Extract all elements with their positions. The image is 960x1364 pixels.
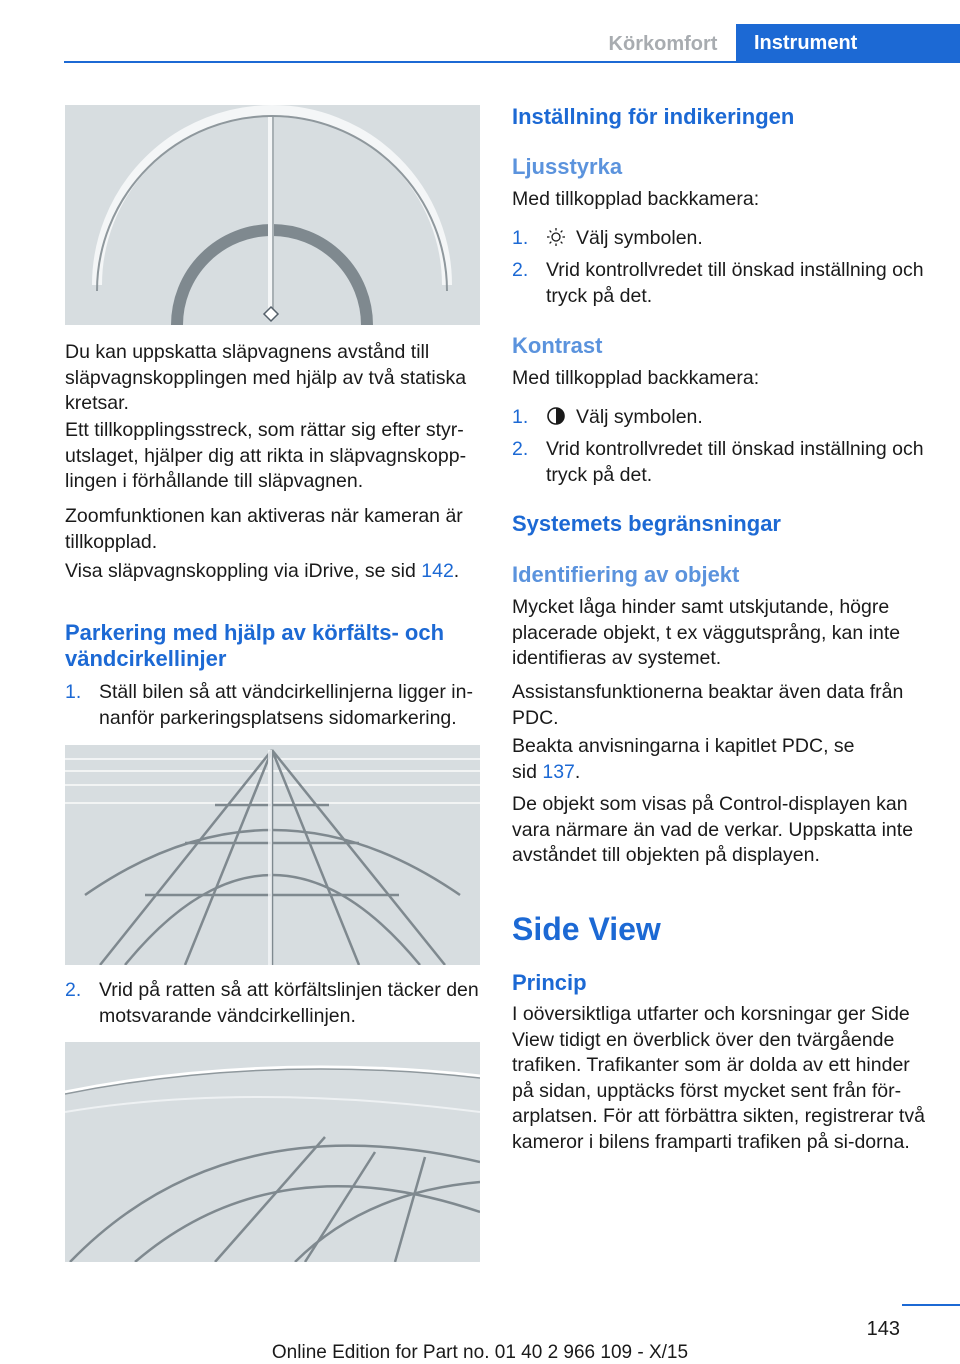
tab-instrument[interactable]: Instrument: [736, 24, 960, 62]
heading-display-settings: Inställning för indikeringen: [512, 104, 795, 129]
paragraph-principle: I oöversiktliga utfarter och korsningar ger Side View tidigt en överblick över den tvärgående trafiken. Trafikanter som är dolda av ett hinder på sidan, upptäcks först mycket sent från för‐arplatsen. För att förbättra sikten, registrerar två kameror i bilens framparti trafiken på si‐dorna.: [512, 1003, 925, 1153]
step-number: 1.: [512, 406, 529, 428]
step-text-row: [546, 405, 703, 431]
step-text: Välj symbolen.: [576, 227, 703, 249]
contrast-step-1: [512, 405, 932, 431]
contrast-step-2: [512, 437, 932, 489]
contrast-icon[interactable]: [546, 406, 566, 426]
parking-step-1: [65, 680, 480, 732]
step-text: Välj symbolen.: [576, 406, 703, 428]
show-coupling-end: .: [453, 560, 460, 582]
paragraph-identification: Mycket låga hinder samt utskjutande, högre placerade objekt, t ex väggutsprång, kan inte identifieras av systemet.: [512, 596, 901, 669]
pdc-note-text: Beakta anvisningarna i kapitlet PDC, se sid: [512, 735, 855, 783]
brightness-step-2: [512, 258, 932, 310]
pdc-note-end: .: [574, 760, 581, 783]
paragraph-assist: Assistansfunktionerna beaktar även data från PDC.: [512, 681, 904, 729]
heading-parking-lines: Parkering med hjälp av körfälts- och vändcirkellinjer: [65, 620, 445, 671]
page-link-142[interactable]: 142: [421, 560, 454, 582]
parking-step-2: [65, 978, 480, 1030]
turning-circle-figure: [65, 1042, 480, 1262]
header-divider: [64, 61, 960, 63]
footer-divider: [902, 1304, 960, 1306]
tab-korkomfort[interactable]: Körkomfort: [608, 33, 718, 55]
paragraph-zoom: Zoomfunktionen kan aktiveras när kameran är tillkopplad.: [65, 505, 463, 553]
contrast-intro: Med tillkopplad backkamera:: [512, 367, 760, 389]
step-text-row: [546, 226, 703, 252]
paragraph-objects: De objekt som visas på Control-displayen kan vara närmare än vad de verkar. Uppskatta inte avståndet till objekten på displayen.: [512, 793, 914, 866]
step-text: Ställ bilen så att vändcirkellinjerna ligger in‐nanför parkeringsplatsens sidomarkering.: [99, 681, 473, 729]
sun-icon[interactable]: [546, 227, 566, 247]
paragraph-distance: Du kan uppskatta släpvagnens avstånd till släpvagnskopplingen med hjälp av två statiska kretsar.: [65, 341, 467, 414]
step-number: 1.: [512, 227, 529, 249]
heading-side-view: Side View: [512, 911, 661, 947]
step-number: 2.: [512, 438, 529, 460]
paragraph-coupling-line: Ett tillkopplingsstreck, som rättar sig efter styr‐utslaget, hjälper dig att rikta in släpvagnskopp‐lingen i förhållande till släpvagnen.: [65, 419, 467, 492]
paragraph-pdc-note: [512, 734, 882, 785]
page-link-137[interactable]: 137: [542, 760, 575, 783]
lane-lines-figure: [65, 745, 480, 965]
edition-footer: Online Edition for Part no. 01 40 2 966 109 - X/15: [271, 1342, 689, 1363]
trailer-coupling-figure: [65, 105, 480, 325]
step-number: 2.: [512, 259, 529, 281]
paragraph-show-coupling: [65, 559, 480, 585]
heading-system-limits: Systemets begränsningar: [512, 511, 781, 536]
step-text: Vrid på ratten så att körfältslinjen täcker den motsvarande vändcirkellinjen.: [99, 979, 479, 1027]
step-text: Vrid kontrollvredet till önskad inställning och tryck på det.: [546, 259, 924, 307]
show-coupling-text: Visa släpvagnskoppling via iDrive, se sid: [65, 560, 422, 582]
heading-brightness: Ljusstyrka: [512, 154, 623, 179]
heading-contrast: Kontrast: [512, 333, 603, 358]
page-number: 143: [866, 1318, 900, 1340]
brightness-intro: Med tillkopplad backkamera:: [512, 188, 760, 210]
brightness-step-1: [512, 226, 932, 252]
step-number: 1.: [65, 681, 82, 703]
heading-object-identification: Identifiering av objekt: [512, 562, 740, 587]
heading-principle: Princip: [512, 970, 587, 995]
step-text: Vrid kontrollvredet till önskad inställning och tryck på det.: [546, 438, 924, 486]
step-number: 2.: [65, 979, 82, 1001]
